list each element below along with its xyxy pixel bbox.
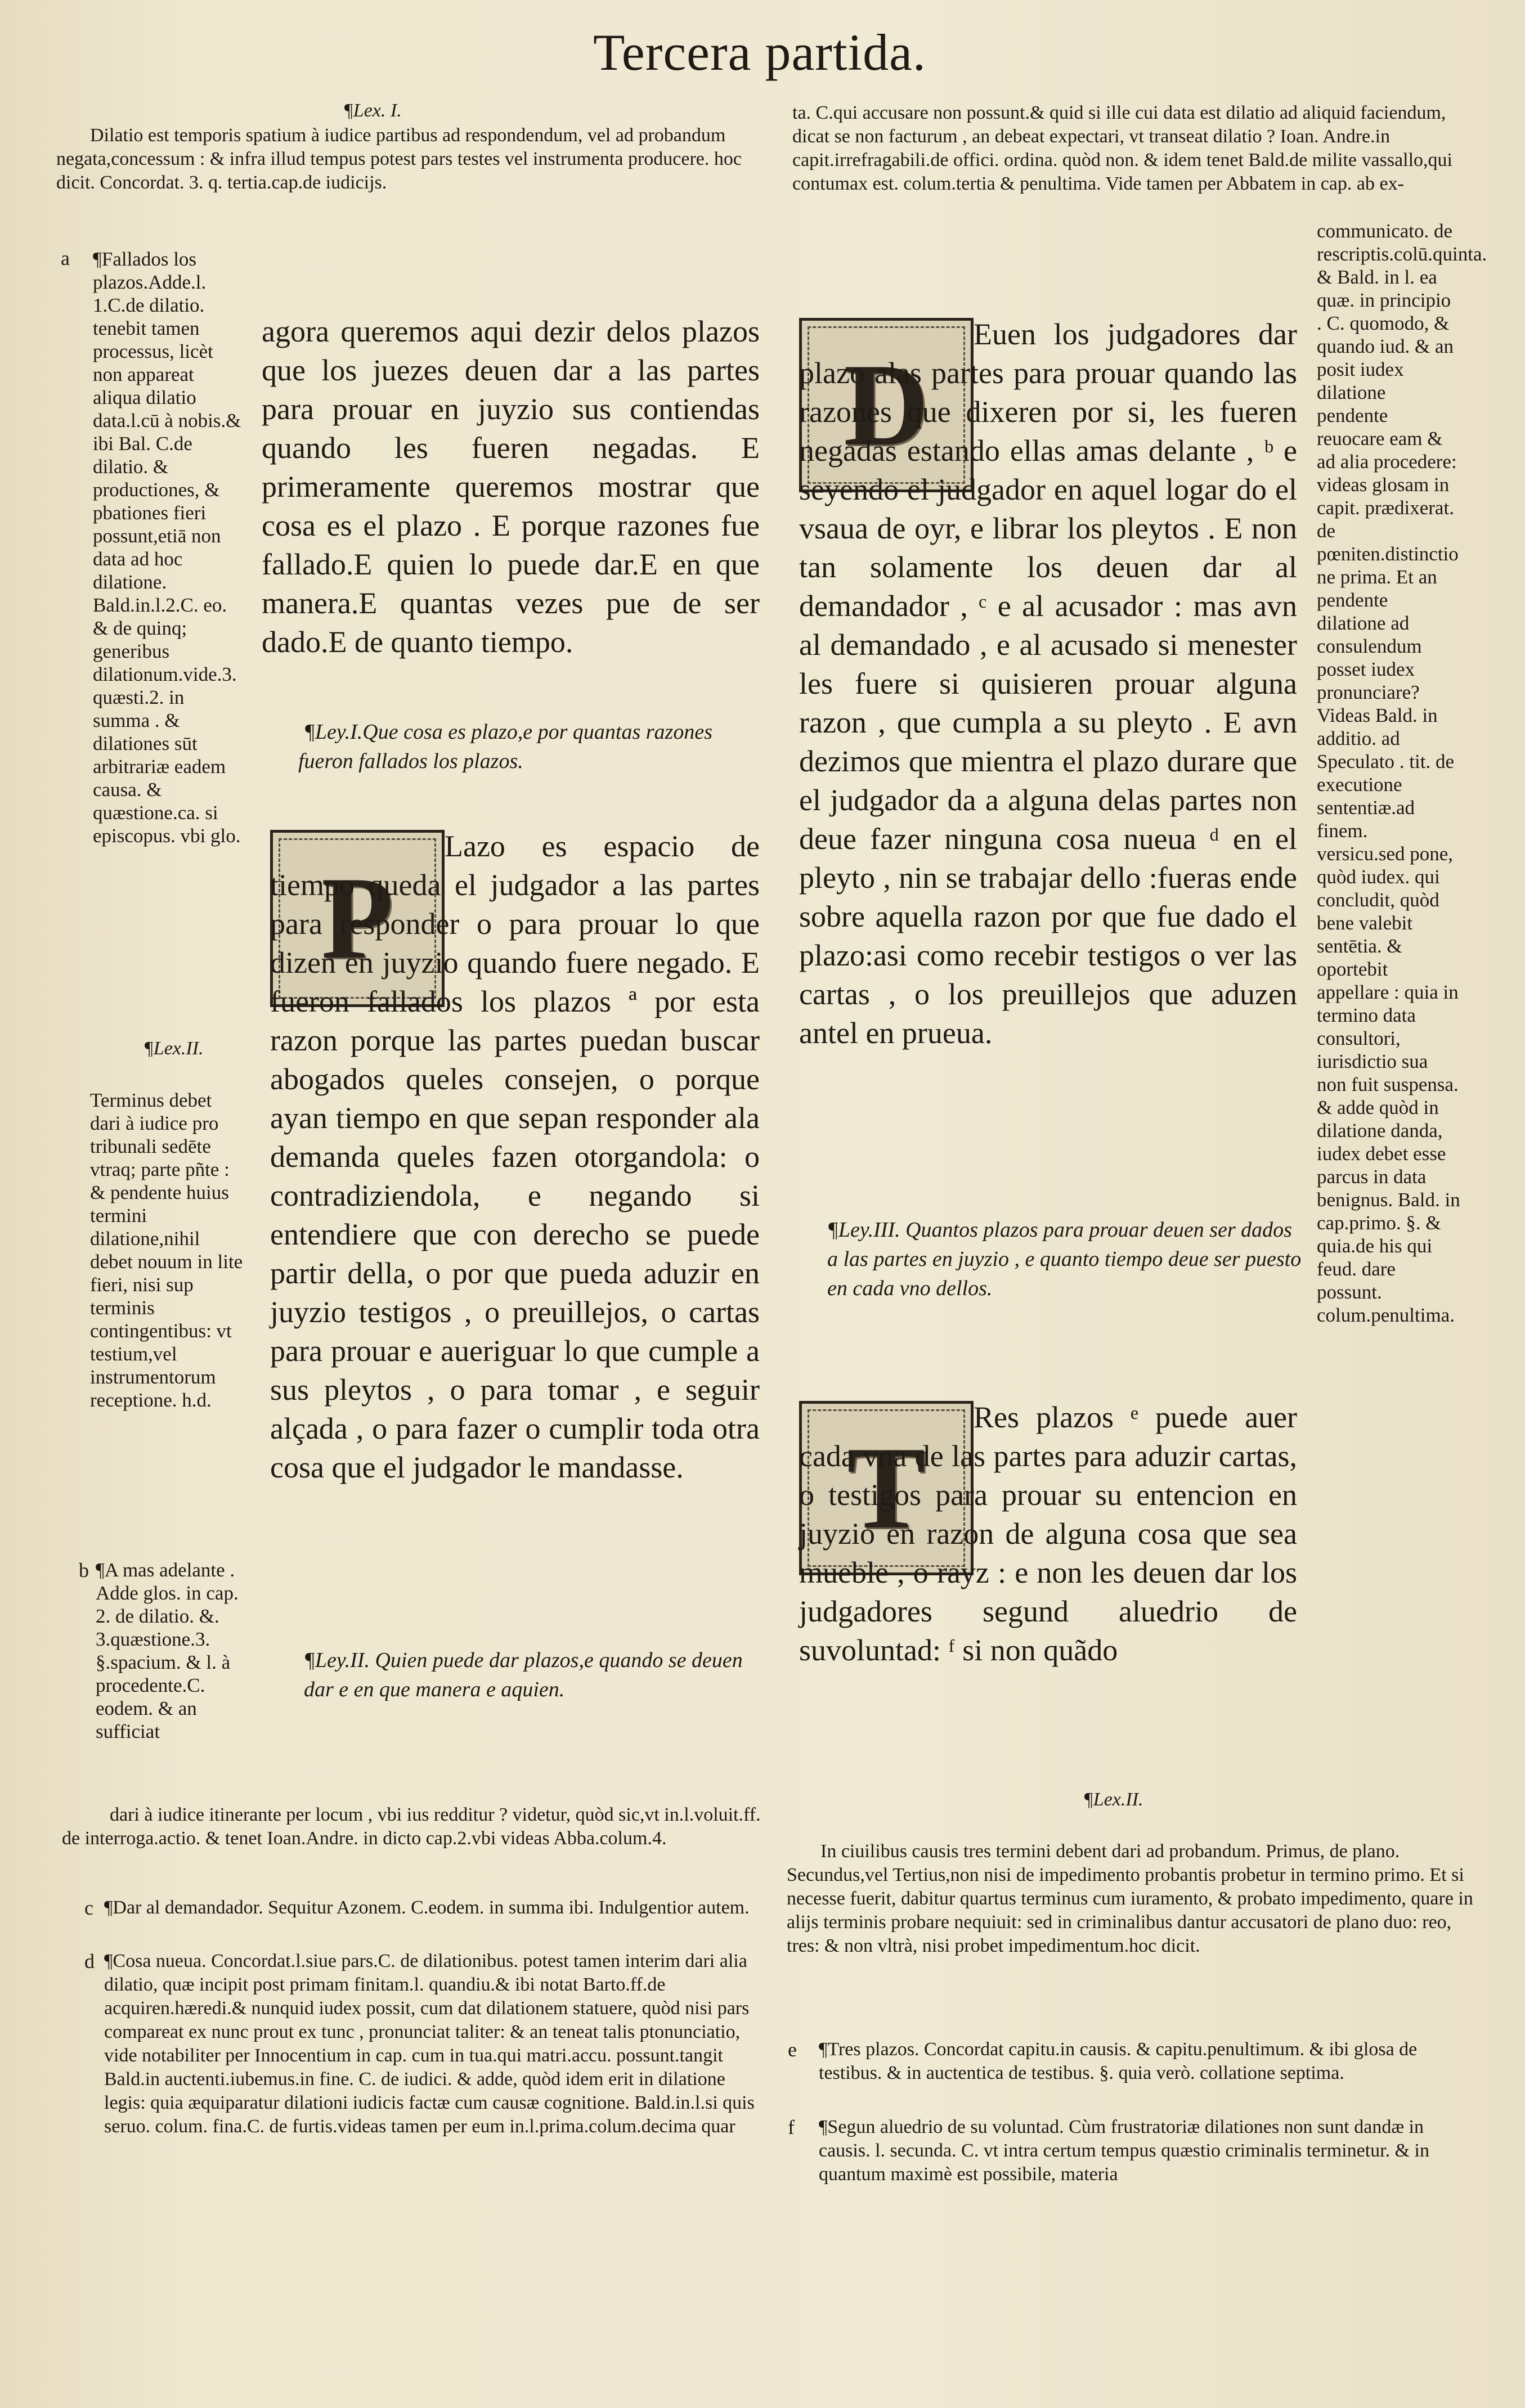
lex-label: ¶Lex.II. bbox=[1083, 1789, 1143, 1810]
gloss-note-c: ¶Dar al demandador. Sequitur Azonem. C.eodem. in summa ibi. Indulgentior autem. bbox=[104, 1897, 750, 1918]
page-header: Tercera partida. bbox=[593, 24, 926, 81]
note-letter: c bbox=[84, 1897, 93, 1919]
law-text-2: Euen los judgadores dar plazo alas partes para prouar quando las razones que dixeren por si, les fueren negadas estando ellas amas delante , ᵇ e seyendo el judgador en aquel logar do el vsaua de oyr, e librar los pleytos . E non tan solamente los deuen dar al demandador , ᶜ e al acusador : mas avn al demandado , e al acusado si menester les fuere si quisieren prouar alguna razon , que cumpla a su pleyto . E avn dezimos que mientra el plazo durare que el judgador da a alguna delas partes non deue fazer ninguna cosa nueua ᵈ en el pleyto , nin se trabajar dello :fueras ende sobre aquella razon por que fue dado el plazo:asi como recebir testigos o ver las cartas , o los preuillejos que aduzen antel en prueua. bbox=[799, 317, 1297, 1050]
margin-note-lex2: Terminus debet dari à iudice pro tribunali sedēte vtraq; parte pñte : & pendente huius termini dilatione,nihil debet nouum in lite fieri, nisi sup terminis contingentibus: vt testium,vel instrumentorum receptione. h.d. bbox=[90, 1089, 243, 1411]
main-intro: agora queremos aqui dezir delos plazos que los juezes deuen dar a las partes para prouar en juyzio sus contiendas quando les fueren negadas. E primeramente queremos mostrar que cosa es el plazo . E porque razones fue fallado.E quien lo puede dar.E en que manera.E quantas vezes pue de ser dado.E de quanto tiempo. bbox=[262, 315, 760, 659]
margin-note-a: ¶Fallados los plazos.Adde.l. 1.C.de dilatio. tenebit tamen processus, licèt non appareat aliqua dilatio data.l.cū à nobis.& ibi Bal. C.de dilatio. & productiones, & pbationes fieri possunt,etiā non data ad hoc dilatione. Bald.in.l.2.C. eo. & de quinq; generibus dilationum.vide.3. quæsti.2. in summa . & dilationes sūt arbitrariæ eadem causa. & quæstione.ca. si episcopus. vbi glo. bbox=[93, 248, 241, 847]
gloss-note-d: ¶Cosa nueua. Concordat.l.siue pars.C. de dilationibus. potest tamen interim dari alia dilatio, quæ incipit post primam finitam.l. quandiu.& ibi notat Barto.ff.de acquiren.hæredi.& nunquid iudex possit, cum dat dilationem statuere, quòd nisi pars compareat ex nunc prout ex tunc , pronunciat taliter: & an teneat talis ptonunciatio, vide notabiliter per Innocentium in cap. cum in tua.qui matri.accu. possunt.tangit Bald.in auctenti.iubemus.in fine. C. de iudici. & adde, quòd idem erit in dilatione legis: quia æquiparatur dilationi iudicis factæ cum causæ cognitione. Bald.in.l.si quis seruo. colum. fina.C. de furtis.videas tamen per eum in.l.prima.colum.decima quar bbox=[104, 1951, 755, 2137]
note-letter: e bbox=[788, 2038, 797, 2061]
note-letter: b bbox=[79, 1559, 89, 1582]
lex-label: ¶Lex.II. bbox=[143, 1038, 204, 1059]
initial-glyph: T bbox=[846, 1422, 926, 1553]
gloss-top-left: Dilatio est temporis spatium à iudice partibus ad respondendum, vel ad probandum negata,concessum : & infra illud tempus potest pars testes vel instrumenta producere. hoc dicit. Concordat. 3. q. tertia.cap.de iudicijs. bbox=[56, 125, 742, 193]
law-title-2: ¶Ley.II. Quien puede dar plazos,e quando se deuen dar e en que manera e aquien. bbox=[304, 1648, 743, 1701]
law-text-1: Lazo es espacio de tiempo queda el judgador a las partes para responder o para prouar lo que dizen en juyzio quando fuere negado. E fueron fallados los plazos ª por esta razon porque las partes puedan buscar abogados queles consejen, o porque ayan tiempo en que sepan responder ala demanda queles fazen otorgandola: o contradiziendola, e negando si entendiere que con derecho se puede partir della, o por que pueda aduzir en juyzio testigos , o preuillejos, o cartas para prouar e aueriguar lo que cumple a sus pleytos , o para tomar , e seguir alçada , o para fazer o cumplir toda otra cosa que el judgador le mandasse. bbox=[270, 829, 760, 1484]
initial-glyph: P bbox=[321, 853, 394, 983]
gloss-note-e: ¶Tres plazos. Concordat capitu.in causis. & capitu.penultimum. & ibi glosa de testibus. & in auctentica de testibus. §. quia verò. collatione septima. bbox=[819, 2039, 1418, 2083]
gloss-note-f: ¶Segun aluedrio de su voluntad. Cùm frustratoriæ dilationes non sunt dandæ in causis. l. secunda. C. vt intra certum tempus quæstio criminalis terminetur. & in quantum maximè est possibile, materia bbox=[819, 2117, 1429, 2185]
note-letter: d bbox=[84, 1950, 95, 1973]
law-title-1: ¶Ley.I.Que cosa es plazo,e por quantas razones fueron fallados los plazos. bbox=[298, 720, 712, 773]
initial-glyph: D bbox=[844, 339, 929, 470]
gloss-top-right: ta. C.qui accusare non possunt.& quid si ille cui data est dilatio ad aliquid faciendum, dicat se non facturum , an debeat expectari, vt transeat dilatio ? Ioan. Andre.in capit.irrefragabili.de offici. ordina. quòd non. & idem tenet Bald.de milite vassallo,qui contumax est. colum.tertia & penultima. Vide tamen per Abbatem in cap. ab ex- bbox=[792, 102, 1452, 194]
note-letter: a bbox=[61, 247, 70, 269]
margin-note-right: communicato. de rescriptis.colū.quinta. & Bald. in l. ea quæ. in principio . C. quomodo, & quando iud. & an posit iudex dilatione pendente reuocare eam & ad alia procedere: videas glosam in capit. prædixerat. de pœniten.distinctio ne prima. Et an pendente dilatione ad consulendum posset iudex pronunciare? Videas Bald. in additio. ad Speculato . tit. de executione sententiæ.ad finem. versicu.sed pone, quòd iudex. qui concludit, quòd bene valebit sentētia. & oportebit appellare : quia in termino data consultori, iurisdictio sua non fuit suspensa. & adde quòd in dilatione danda, iudex debet esse parcus in data benignus. Bald. in cap.primo. §. & quia.de his qui feud. dare possunt. colum.penultima. bbox=[1317, 220, 1487, 1326]
gloss-lex2-right: In ciuilibus causis tres termini debent dari ad probandum. Primus, de plano. Secundus,vel Tertius,non nisi de impedimento probantis probetur in termino primo. Et si necesse fuerit, dabitur quartus terminus cum iuramento, & probato impedimento, quare in alijs terminis probare nequiuit: sed in criminalibus dantur accusatori de plano duo: reo, tres: & non vltrà, nisi probet impedimentum.hoc dicit. bbox=[787, 1841, 1473, 1956]
law-text-3: Res plazos ᵉ puede auer cada vna de las partes para aduzir cartas, o testigos para prouar su entencion en juyzio en razon de alguna cosa que sea mueble , o rayz : e non les deuen dar los judgadores segund aluedrio de suvoluntad: ᶠ si non quãdo bbox=[799, 1400, 1297, 1667]
lex-label: ¶Lex. I. bbox=[343, 100, 402, 121]
note-letter: f bbox=[788, 2116, 795, 2139]
margin-note-b: ¶A mas adelante . Adde glos. in cap. 2. de dilatio. &. 3.quæstione.3. §.spacium. & l. à procedente.C. eodem. & an sufficiat bbox=[96, 1559, 239, 1742]
law-title-3: ¶Ley.III. Quantos plazos para prouar deuen ser dados a las partes en juyzio , e quanto tiempo deue ser puesto en cada vno dellos. bbox=[827, 1218, 1302, 1300]
gloss-bottom-left: dari à iudice itinerante per locum , vbi ius redditur ? videtur, quòd sic,vt in.l.voluit.ff. de interroga.actio. & tenet Ioan.Andre. in dicto cap.2.vbi videas Abba.colum.4. bbox=[62, 1804, 761, 1849]
